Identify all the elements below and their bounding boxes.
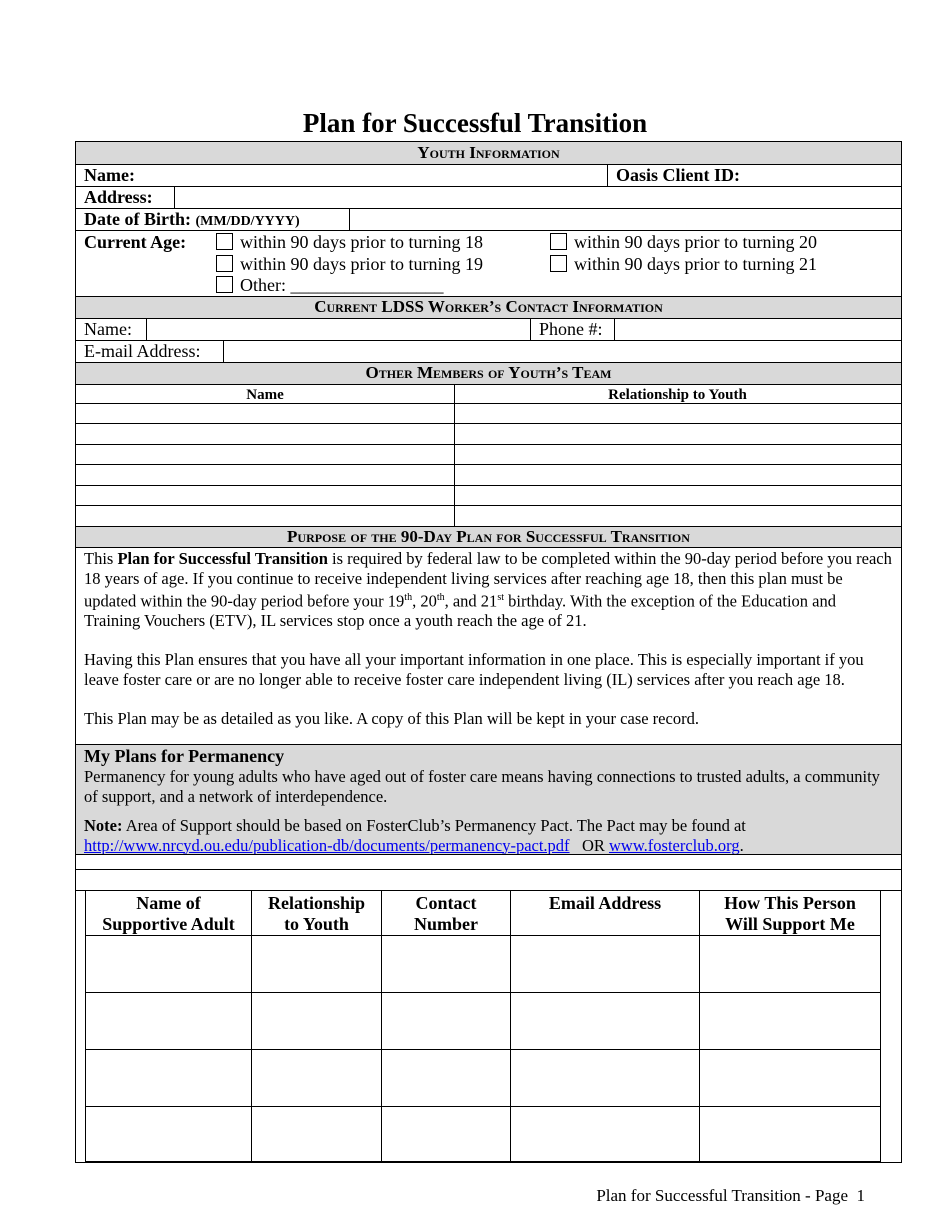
age-other-label: Other: _________________ <box>240 275 444 295</box>
team-row[interactable] <box>76 424 454 443</box>
page-footer: Plan for Successful Transition - Page 1 <box>596 1186 865 1205</box>
address-label: Address: <box>84 187 153 207</box>
col-relationship: Relationship to Youth <box>267 893 366 934</box>
youth-info-heading: Youth Information <box>417 143 560 162</box>
table-row[interactable] <box>86 1050 880 1106</box>
permanency-note: Note: Area of Support should be based on FosterClub’s Permanency Pact. The Pact may be found at http://www.nrcyd.ou.edu/publication-db/documents/permanency-pact.pdf OR www.fosterclub.org. <box>84 816 746 855</box>
page-number: 1 <box>856 1186 865 1205</box>
oasis-id-label: Oasis Client ID: <box>616 165 741 185</box>
team-heading: Other Members of Youth’s Team <box>365 363 612 382</box>
team-row[interactable] <box>76 506 454 525</box>
team-col-name: Name <box>246 387 284 403</box>
team-row[interactable] <box>76 486 454 505</box>
purpose-paragraph-1: This Plan for Successful Transition is required by federal law to be completed within the 90-day period before you reach 18 years of age. If you continue to receive independent living services after reaching age 18, then this plan must be updated within the 90-day period before your 19th, 20th, and 21st birthday. With the exception of the Education and Training Vouchers (ETV), IL services stop once a youth reach the age of 21. <box>84 549 892 630</box>
worker-phone-label: Phone #: <box>539 319 603 339</box>
team-col-relationship: Relationship to Youth <box>608 387 747 403</box>
fosterclub-link[interactable]: www.fosterclub.org <box>608 835 740 855</box>
dob-label: Date of Birth: (MM/DD/YYYY) <box>84 209 300 229</box>
age-other-checkbox[interactable] <box>216 276 233 293</box>
worker-email-field[interactable] <box>225 341 895 361</box>
dob-field[interactable] <box>351 209 896 229</box>
col-how-support: How This Person Will Support Me <box>724 893 856 934</box>
permanency-pact-link[interactable]: http://www.nrcyd.ou.edu/publication-db/documents/permanency-pact.pdf <box>84 835 570 855</box>
address-field[interactable] <box>176 187 896 207</box>
age-19-checkbox[interactable] <box>216 255 233 272</box>
purpose-paragraph-2: Having this Plan ensures that you have all your important information in one place. This is especially important if you leave foster care or are no longer able to receive foster care independent living (IL) services after you reach age 18. <box>84 650 864 689</box>
age-21-checkbox[interactable] <box>550 255 567 272</box>
table-row[interactable] <box>86 936 880 992</box>
team-row[interactable] <box>76 445 454 464</box>
worker-name-field[interactable] <box>148 319 528 339</box>
permanency-text: Permanency for young adults who have aged out of foster care means having connections to trusted adults, a community of support, and a network of interdependence. <box>84 767 880 806</box>
table-row[interactable] <box>86 1107 880 1161</box>
col-supportive-adult: Name of Supportive Adult <box>102 893 235 934</box>
col-email-address: Email Address <box>548 893 662 913</box>
age-18-label: within 90 days prior to turning 18 <box>240 232 483 252</box>
youth-name-field[interactable] <box>150 165 600 185</box>
team-row[interactable] <box>76 465 454 484</box>
col-contact-number: Contact Number <box>414 893 478 934</box>
purpose-paragraph-3: This Plan may be as detailed as you like. A copy of this Plan will be kept in your case record. <box>84 708 699 728</box>
youth-name-label: Name: <box>84 165 135 185</box>
worker-phone-field[interactable] <box>616 319 896 339</box>
team-row[interactable] <box>76 404 454 423</box>
oasis-id-field[interactable] <box>750 165 895 185</box>
age-20-checkbox[interactable] <box>550 233 567 250</box>
permanency-heading: My Plans for Permanency <box>84 746 285 766</box>
current-age-label: Current Age: <box>84 232 187 252</box>
dob-format: (MM/DD/YYYY) <box>195 214 300 229</box>
age-18-checkbox[interactable] <box>216 233 233 250</box>
purpose-text <box>84 549 896 728</box>
worker-name-label: Name: <box>84 319 132 339</box>
purpose-heading: Purpose of the 90-Day Plan for Successful Transition <box>287 527 690 546</box>
age-20-label: within 90 days prior to turning 20 <box>574 232 817 252</box>
age-21-label: within 90 days prior to turning 21 <box>574 254 817 274</box>
age-19-label: within 90 days prior to turning 19 <box>240 254 483 274</box>
table-row[interactable] <box>86 993 880 1049</box>
page-title: Plan for Successful Transition <box>302 108 648 138</box>
worker-heading: Current LDSS Worker’s Contact Information <box>314 297 663 316</box>
worker-email-label: E-mail Address: <box>84 341 201 361</box>
